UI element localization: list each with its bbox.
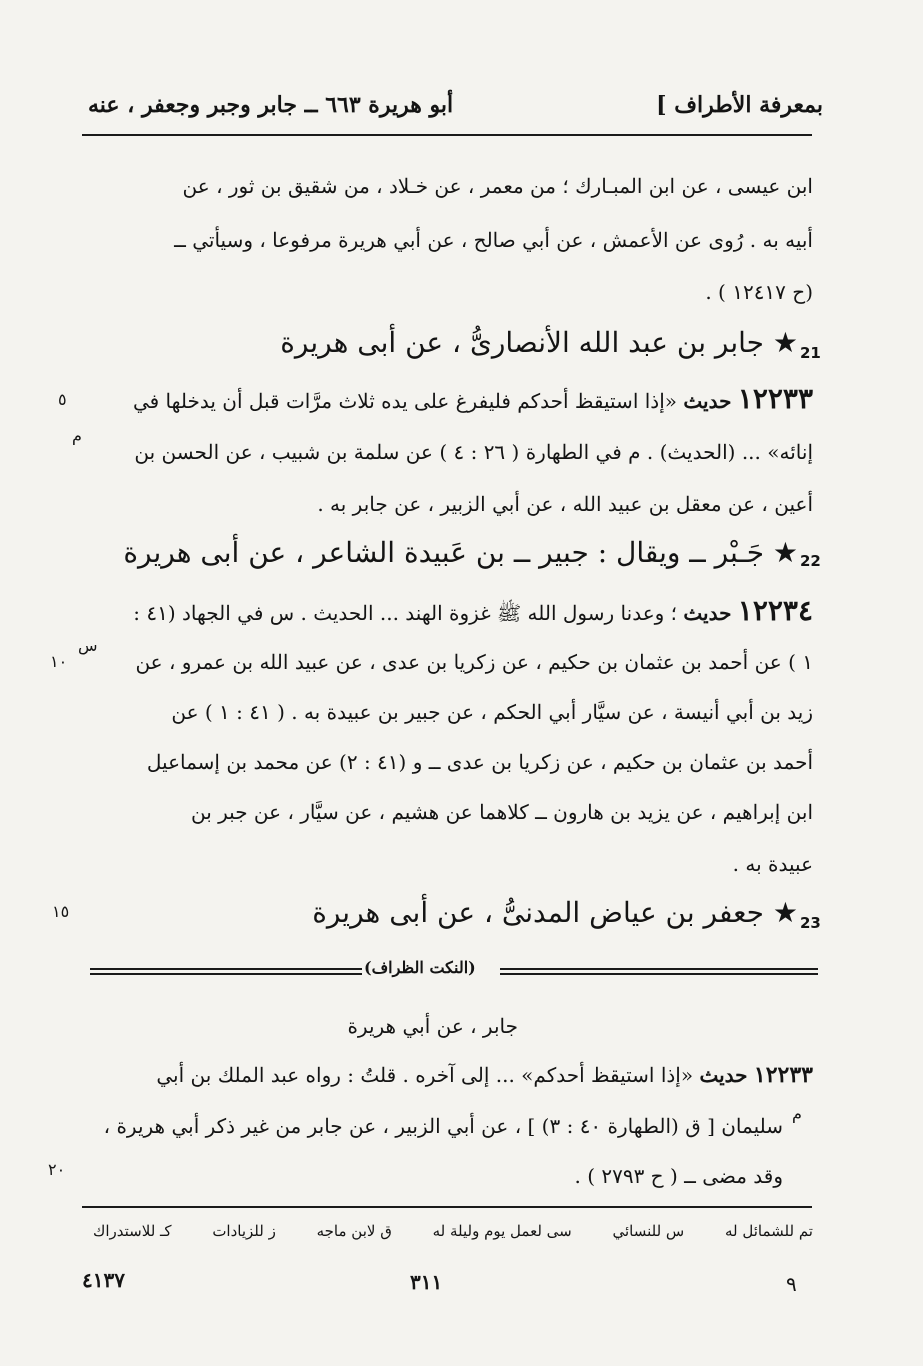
nukat-line-3: وقد مضى ــ ( ح ٢٧٩٣ ) .	[574, 1164, 783, 1188]
footnote-item: تم للشمائل له	[724, 1222, 813, 1240]
footer-right-number: ٩	[786, 1272, 797, 1296]
body-line-1: ابن عيسى ، عن ابن المبـارك ؛ من معمر ، عن خـلاد ، من شقيق بن ثور ، عن	[182, 174, 813, 198]
section-22-number: 22	[800, 552, 821, 570]
footnote-item: س للنسائي	[612, 1222, 685, 1240]
header-right: بمعرفة الأطراف ]	[656, 92, 823, 118]
hadith-number: ١٢٢٣٣	[753, 1062, 813, 1088]
nukat-hadith-start	[156, 1062, 813, 1088]
hadith-text: ؛ وعدنا رسول الله ﷺ غزوة الهند ... الحديث . س في الجهاد (٤١ :	[133, 601, 677, 625]
margin-line-15: ١٥	[52, 902, 70, 921]
section-21-number: 21	[800, 344, 821, 362]
body-line-2: أبيه به . رُوى عن الأعمش ، عن أبي صالح ، عن أبي هريرة مرفوعا ، وسيأتي ــ	[174, 228, 813, 252]
hadith-12234-line-3: زيد بن أبي أنيسة ، عن سيَّار أبي الحكم ، عن جبير بن عبيدة به . ( ٤١ : ١ ) عن	[171, 700, 813, 724]
margin-line-20: ٢٠	[48, 1160, 66, 1179]
margin-siglum-mim: م	[72, 426, 82, 445]
hadith-12234-line-4: أحمد بن عثمان بن حكيم ، عن زكريا بن عدى ــ و (٤١ : ٢) عن محمد بن إسماعيل	[146, 750, 813, 774]
hadith-12234-line-5: ابن إبراهيم ، عن يزيد بن هارون ــ كلاهما عن هشيم ، عن سيَّار ، عن جبر بن	[190, 800, 813, 824]
nukat-rule-top-left	[90, 968, 362, 970]
hadith-12234-start	[133, 594, 813, 630]
footnote-item: كـ للاستدراك	[93, 1222, 172, 1240]
hadith-label: حديث	[699, 1063, 748, 1087]
hadith-12234-line-2: ١ ) عن أحمد بن عثمان بن حكيم ، عن زكريا بن عدى ، عن عبيد الله بن عمرو ، عن	[135, 650, 813, 674]
section-22-title: ★ جَـبْر ــ ويقال : جبير ــ بن عَبيدة الشاعر ، عن أبى هريرة	[123, 536, 798, 569]
hadith-label: حديث	[683, 601, 732, 625]
nukat-rule-top-right	[500, 968, 818, 970]
body-line-3: (ح ١٢٤١٧ ) .	[705, 280, 813, 304]
header-rule	[82, 134, 812, 136]
hadith-text: «إذا استيقظ أحدكم فليفرغ على يده ثلاث مرَّات قبل أن يدخلها في	[132, 389, 677, 413]
page-number: ٣١١	[410, 1270, 443, 1294]
margin-line-10: ١٠	[50, 652, 68, 671]
hadith-text: «إذا استيقظ أحدكم» ... إلى آخره . قلتُ : رواه عبد الملك بن أبي	[156, 1063, 694, 1087]
footnote-item: ز للزيادات	[212, 1222, 276, 1240]
nukat-rule-bottom-left	[90, 973, 362, 975]
footnote-item: ق لابن ماجه	[316, 1222, 392, 1240]
hadith-number: ١٢٢٣٤	[737, 594, 813, 627]
hadith-label: حديث	[683, 389, 732, 413]
header-left: أبو هريرة ٦٦٣ ــ جابر وجبر وجعفر ، عنه	[88, 92, 454, 118]
nukat-rule-bottom-right	[500, 973, 818, 975]
section-23-title: ★ جعفر بن عياض المدنىُّ ، عن أبى هريرة	[312, 896, 798, 929]
margin-siglum-mim-2: م	[792, 1104, 802, 1123]
hadith-12233-start	[133, 382, 813, 415]
nukat-line-2: سليمان [ ق (الطهارة ٤٠ : ٣) ] ، عن أبي الزبير ، عن جابر من غير ذكر أبي هريرة ،	[103, 1114, 783, 1138]
hadith-number: ١٢٢٣٣	[737, 382, 813, 415]
footnote-abbreviations	[93, 1222, 813, 1240]
margin-siglum-sin: س	[78, 636, 98, 655]
section-23-number: 23	[800, 914, 821, 932]
footnote-rule	[82, 1206, 812, 1208]
section-21-title: ★ جابر بن عبد الله الأنصارىُّ ، عن أبى هريرة	[280, 326, 798, 359]
footnote-item: سى لعمل يوم وليلة له	[432, 1222, 572, 1240]
nukat-title: (النكت الظراف)	[364, 958, 476, 977]
hadith-12233-line-3: أعين ، عن معقل بن عبيد الله ، عن أبي الزبير ، عن جابر به .	[317, 492, 813, 516]
hadith-12233-line-2: إنائه» ... (الحديث) . م في الطهارة ( ٢٦ : ٤ ) عن سلمة بن شبيب ، عن الحسن بن	[134, 440, 813, 464]
margin-line-5: ٥	[58, 390, 67, 409]
nukat-subtitle: جابر ، عن أبي هريرة	[347, 1014, 518, 1038]
hadith-12234-line-6: عبيدة به .	[732, 852, 813, 876]
footer-left-number: ٤١٣٧	[82, 1268, 125, 1292]
